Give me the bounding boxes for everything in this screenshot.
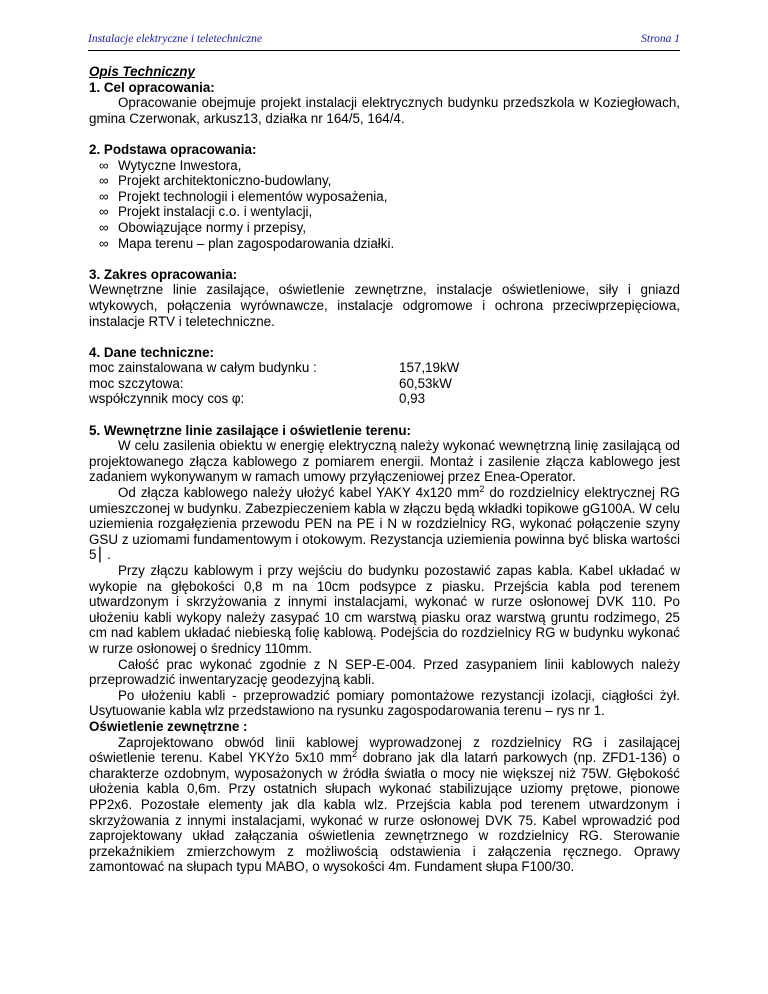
bullet-icon: ∞ <box>99 188 109 204</box>
section-5-heading: 5. Wewnętrzne linie zasilające i oświetlenie terenu: <box>89 422 411 438</box>
page-number: Strona 1 <box>641 33 680 45</box>
paragraph: Od złącza kablowego należy ułożyć kabel YAKY 4x120 $mm^2$ do rozdzielnicy elektrycznej RG umieszczonej w budynku. Zabezpieczeniem kabla w złączu będą wkładki topikowe gG100A. W celu uziemienia rozgałęzienia przewodu PEN na PE i N w rozdzielnicy RG, wykonać połączenie szyny GSU z uziomami fundamentowym i otokowym. Rezystancja uziemienia powinna być bliska wartości 5⎮ . <box>89 484 680 563</box>
paragraph: Zaprojektowano obwód linii kablowej wyprowadzonej z rozdzielnicy RG i zasilającej oświetlenie terenu. Kabel YKYżo 5x10 $mm^2$ dobrano jak dla latarń parkowych (np. ZFD1-136) o charakterze ozdobnym, wyposażonych w źródła światła o mocy nie większej niż 75W. Głębokość ułożenia kabla 0,6m. Przy ostatnich słupach wykonać stabilizujące uziomy prętowe, pionowe PP2x6. Pozostałe elementy jak dla kabla wlz. Przejścia kabla pod terenem utwardzonym i skrzyżowania z innymi instalacjami, wykonać w rurze osłonowej DVK 75. Kabel wprowadzić pod zaprojektowany układ załączania oświetlenia zewnętrznego w rozdzielnicy RG. Sterowanie przekaźnikiem zmierzchowym z możliwością odstawienia i załączenia ręcznego. Oprawy zamontować na słupach typu MABO, o wysokości 4m. Fundament słupa F100/30. <box>89 734 681 875</box>
section-3-heading: 3. Zakres opracowania: <box>89 266 238 282</box>
bullet-icon: ∞ <box>99 235 109 251</box>
basis-list <box>89 158 680 252</box>
paragraph: W celu zasilenia obiektu w energię elektryczną należy wykonać wewnętrzną linię zasilającą od projektowanego złącza kablowego z pomiarem energii. Montaż i zasilenie złącza kablowego jest zadaniem wykonywanym w ramach umowy przyłączeniowej przez Enea-Operator. <box>89 438 680 485</box>
page-header <box>88 33 680 46</box>
paragraph: Przy złączu kablowym i przy wejściu do budynku pozostawić zapas kabla. Kabel układać w wykopie na głębokości 0,8 m na 10cm podsypce z piasku. Przejścia kabla pod terenem utwardzonym i skrzyżowania z innymi instalacjami, wykonać w rurze osłonowej DVK 110. Po ułożeniu kabli wykopy należy zasypać 10 cm warstwą piasku oraz warstwą gruntu rodzimego, 25 cm nad kablem układać niebieską folię kablową. Podejścia do rozdzielnicy RG w budynku wykonać w rurze osłonowej o średnicy 110mm. <box>89 563 680 656</box>
data-value: 0,93 <box>399 391 426 407</box>
header-divider <box>88 50 680 51</box>
bullet-icon: ∞ <box>99 173 109 189</box>
subsection-heading: Oświetlenie zewnętrzne : <box>89 718 248 734</box>
paragraph: Całość prac wykonać zgodnie z N SEP-E-004. Przed zasypaniem linii kablowych należy przeprowadzić inwentaryzację geodezyjną kabli. <box>89 656 680 688</box>
paragraph: Po ułożeniu kabli - przeprowadzić pomiary pomontażowe rezystancji izolacji, ciągłości żył. Usytuowanie kabla wlz przedstawiono na rysunku zagospodarowania terenu – rys nr 1. <box>89 687 680 719</box>
technical-data-row <box>89 376 680 392</box>
section-1-heading: 1. Cel opracowania: <box>89 79 215 95</box>
list-item: ∞ Mapa terenu – plan zagospodarowania działki. <box>99 235 395 251</box>
document-title: Opis Techniczny <box>89 64 195 79</box>
header-title: Instalacje elektryczne i teletechniczne <box>88 33 263 45</box>
section-2-heading: 2. Podstawa opracowania: <box>89 141 257 157</box>
data-label: współczynnik mocy cos φ: <box>89 391 245 407</box>
bullet-icon: ∞ <box>99 157 109 173</box>
data-value: 60,53kW <box>399 375 452 391</box>
section-4-heading: 4. Dane techniczne: <box>89 344 215 360</box>
document-body <box>89 64 680 875</box>
section-3-text: Wewnętrzne linie zasilające, oświetlenie zewnętrzne, instalacje oświetleniowe, siły i gniazd wtykowych, połączenia wyrównawcze, instalacje odgromowe i ochrona przeciwprzepięciowa, instalacje RTV i teletechniczne. <box>89 282 680 329</box>
data-value: 157,19kW <box>399 360 460 376</box>
list-item: ∞ Projekt technologii i elementów wyposażenia, <box>99 188 388 204</box>
list-item: ∞ Projekt architektoniczno-budowlany, <box>99 173 332 189</box>
list-item: ∞ Obowiązujące normy i przepisy, <box>99 219 307 235</box>
bullet-icon: ∞ <box>99 219 109 235</box>
technical-data-row <box>89 391 680 407</box>
technical-data-row <box>89 360 680 376</box>
list-item: ∞ Projekt instalacji c.o. i wentylacji, <box>99 204 313 220</box>
bullet-icon: ∞ <box>99 204 109 220</box>
list-item: ∞ Wytyczne Inwestora, <box>99 157 242 173</box>
section-1-text: Opracowanie obejmuje projekt instalacji elektrycznych budynku przedszkola w Koziegłowach, gmina Czerwonak, arkusz13, działka nr 164/5, 164/4. <box>89 95 680 126</box>
data-label: moc zainstalowana w całym budynku : <box>89 360 317 376</box>
data-label: moc szczytowa: <box>89 375 184 391</box>
